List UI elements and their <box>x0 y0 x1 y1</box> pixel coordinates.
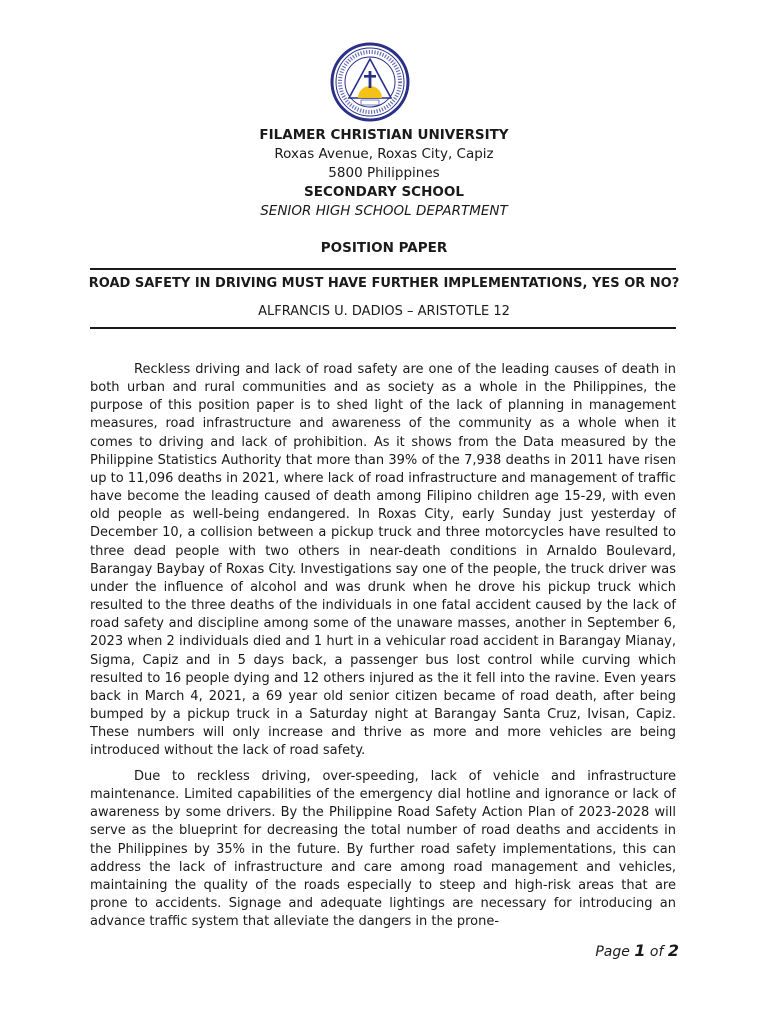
address-line-2: 5800 Philippines <box>328 165 440 181</box>
author-line: ALFRANCIS U. DADIOS – ARISTOTLE 12 <box>258 304 510 319</box>
paper-title: ROAD SAFETY IN DRIVING MUST HAVE FURTHER IMPLEMENTATIONS, YES OR NO? <box>88 276 680 291</box>
body-paragraph-1: Reckless driving and lack of road safety are one of the leading causes of death in both urban and rural communities and as society as a whole in the Philippines, the purpose of this position paper is to shed light of the lack of planning in management measures, road infrastructure and awareness of the community as a whole when it comes to driving and lack of prohibition. As it shows from the Data measured by the Philippine Statistics Authority that more than 39% of the 7,938 deaths in 2011 have risen up to 11,096 deaths in 2021, where lack of road infrastructure and management of traffic have become the leading caused of death among Filipino children age 15-29, with even old people as well-being endangered. In Roxas City, early Sunday just yesterday of December 10, a collision between a pickup truck and three motorcycles have resulted to three dead people with two others in near-death conditions in Arnaldo Boulevard, Barangay Baybay of Roxas City. Investigations say one of the people, the truck driver was under the influence of alcohol and was drunk when he drove his pickup truck which resulted to the three deaths of the individuals in one fatal accident caused by the lack of road safety and discipline among some of the unaware masses, another in September 6, 2023 when 2 individuals died and 1 hurt in a vehicular road accident in Barangay Mianay, Sigma, Capiz and in 5 days back, a passenger bus lost control while curving which resulted to 16 people dying and 12 others injured as the it fell into the ravine. Even years back in March 4, 2021, a 69 year old senior citizen became of road death, after being bumped by a pickup truck in a Saturday night at Barangay Santa Cruz, Ivisan, Capiz. These numbers will only increase and thrive as more and more vehicles are being introduced without the lack of road safety. <box>90 362 676 759</box>
address-line-1: Roxas Avenue, Roxas City, Capiz <box>274 146 494 162</box>
department-name: SENIOR HIGH SCHOOL DEPARTMENT <box>260 203 508 219</box>
page-number <box>595 941 679 960</box>
university-seal-logo <box>330 42 410 122</box>
of-word: of <box>649 944 664 960</box>
current-page: 1 <box>634 941 646 960</box>
page-word: Page <box>595 944 630 960</box>
total-pages: 2 <box>667 941 679 960</box>
school-name: SECONDARY SCHOOL <box>304 184 464 200</box>
top-divider <box>90 268 676 270</box>
document-type: POSITION PAPER <box>320 240 448 256</box>
university-name: FILAMER CHRISTIAN UNIVERSITY <box>259 127 509 143</box>
letterhead <box>0 126 768 258</box>
body-paragraph-2: Due to reckless driving, over-speeding, lack of vehicle and infrastructure maintenance. Limited capabilities of the emergency dial hotline and ignorance or lack of awareness by some drivers. By the Philippine Road Safety Action Plan of 2023-2028 will serve as the blueprint for decreasing the total number of road deaths and accidents in the Philippines by 35% in the future. By further road safety implementations, this can address the lack of infrastructure and care among road management and vehicles, maintaining the quality of the roads especially to steep and high-risk areas that are prone to accidents. Signage and adequate lightings are necessary for introducing an advance traffic system that alleviate the dangers in the prone- <box>90 769 676 930</box>
bottom-divider <box>90 327 676 329</box>
